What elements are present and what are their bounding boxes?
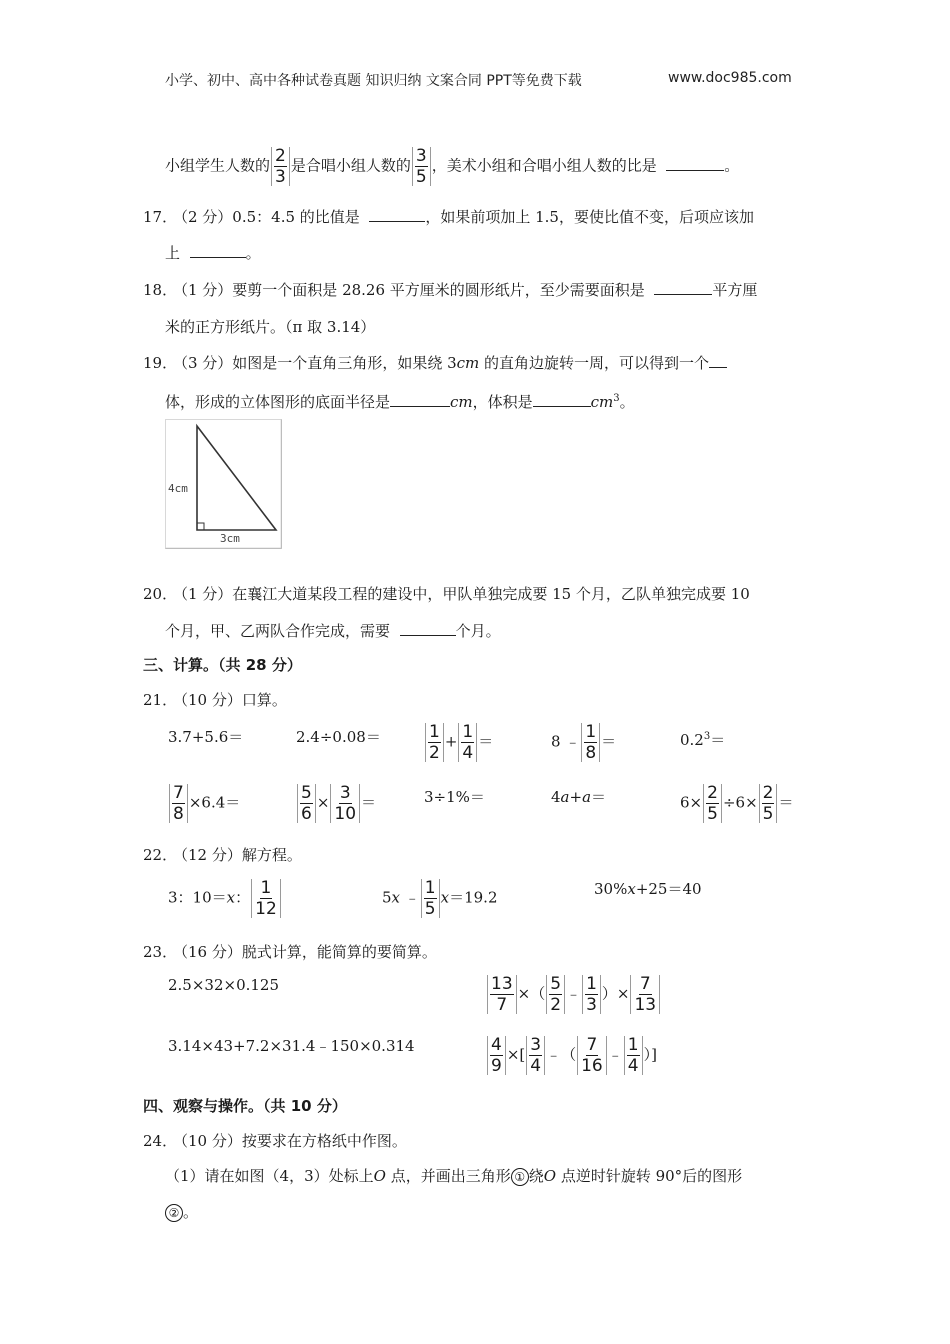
- q17-text-3: 上: [165, 244, 181, 262]
- unit: cm: [456, 354, 480, 372]
- section-4-heading: 四、观察与操作。（共 10 分）: [143, 1097, 347, 1115]
- q21-item-f: [168, 784, 240, 823]
- q24-text-3: 绕: [528, 1167, 544, 1185]
- q19-text-3: 体，形成的立体图形的底面半径是: [165, 393, 391, 411]
- denominator: 2: [429, 743, 440, 763]
- q22-title: （12 分）解方程。: [173, 846, 302, 864]
- circled-number: ②: [165, 1204, 183, 1222]
- term: +25＝40: [635, 880, 702, 898]
- denominator: 7: [496, 995, 508, 1015]
- q17-line-1: [173, 207, 754, 227]
- denominator: 13: [634, 995, 657, 1015]
- q21-item-e: [680, 727, 725, 750]
- q19-line-1: [173, 353, 727, 373]
- superscript: 3: [613, 393, 620, 404]
- fraction: [526, 1036, 545, 1075]
- q18-line-2: 米的正方形纸片。（π 取 3.14）: [165, 318, 376, 336]
- numerator: 3: [530, 1035, 542, 1055]
- q20-line-2: [165, 621, 501, 641]
- q18-text-2: 平方厘: [712, 281, 758, 299]
- numerator: 7: [639, 974, 651, 994]
- fraction: [624, 1036, 643, 1075]
- numerator: 1: [585, 722, 597, 742]
- q21-item-d: [551, 723, 616, 762]
- numerator: 2: [707, 783, 718, 803]
- denominator: 8: [173, 804, 184, 824]
- fraction: [251, 879, 281, 918]
- denominator: 5: [424, 899, 436, 919]
- numerator: 1: [627, 1035, 639, 1055]
- q19-text-4: ，体积是: [472, 393, 533, 411]
- q24-text-4: 点逆时针旋转 90°后的图形: [556, 1167, 743, 1185]
- fraction: [581, 723, 600, 762]
- q17-text-4: 。: [245, 244, 261, 262]
- denominator: 5: [707, 804, 718, 824]
- q23-title: （16 分）脱式计算，能简算的要简算。: [173, 943, 437, 961]
- equals: ＝: [778, 793, 794, 812]
- q24-text-5: 。: [183, 1203, 199, 1221]
- fraction: [582, 975, 601, 1014]
- unit: cm: [450, 393, 473, 411]
- fraction: [297, 784, 316, 823]
- point-label: O: [373, 1167, 386, 1185]
- denominator: 4: [627, 1056, 639, 1076]
- q16-fraction-1: [271, 147, 290, 186]
- fraction: [421, 879, 440, 918]
- answer-blank[interactable]: [369, 207, 425, 222]
- operator: ×: [316, 793, 330, 812]
- equals: ＝: [601, 732, 617, 751]
- numerator: 13: [491, 974, 513, 994]
- q18-text-1: （1 分）要剪一个面积是 28.26 平方厘米的圆形纸片，至少需要面积是: [173, 281, 645, 299]
- side-label-left: 4cm: [168, 482, 188, 495]
- point-label: O: [543, 1167, 557, 1185]
- q21-item-c: [424, 723, 493, 762]
- fraction: [759, 784, 778, 823]
- operator: ×（: [517, 984, 546, 1003]
- q20-text-2: 个月。: [455, 622, 501, 640]
- denominator: 12: [255, 899, 277, 919]
- q17-text-2: ，如果前项加上 1.5，要使比值不变，后项应该加: [425, 208, 754, 226]
- fraction: [577, 1036, 607, 1075]
- q16-line: [165, 147, 739, 186]
- q23-expression-d: [486, 1036, 657, 1075]
- term: 4: [551, 788, 561, 806]
- side-label-bottom: 3cm: [220, 532, 240, 545]
- q16-text-4: 。: [724, 156, 740, 175]
- q20-line-1: （1 分）在襄江大道某段工程的建设中，甲队单独完成要 15 个月，乙队单独完成要 10: [173, 585, 750, 603]
- fraction: [630, 975, 660, 1014]
- operator: ：: [235, 888, 251, 907]
- answer-blank[interactable]: [390, 392, 450, 407]
- variable: x: [440, 888, 450, 907]
- answer-blank[interactable]: [654, 280, 712, 295]
- q21-number: 21．: [143, 691, 178, 709]
- q23-expression-a: 2.5×32×0.125: [168, 976, 280, 994]
- operator: +: [444, 732, 458, 751]
- answer-blank[interactable]: [400, 621, 456, 636]
- operator: +: [569, 788, 583, 806]
- operator: ×[: [506, 1045, 526, 1064]
- denominator: 6: [301, 804, 312, 824]
- q23-number: 23．: [143, 943, 178, 961]
- term: 3：10＝: [168, 888, 227, 907]
- term: ＝19.2: [449, 888, 498, 907]
- section-3-heading: 三、计算。（共 28 分）: [143, 656, 302, 674]
- numerator: 1: [424, 878, 436, 898]
- numerator: 1: [429, 722, 440, 742]
- term: 6×: [680, 793, 703, 812]
- q24-text-1: （1）请在如图（4，3）处标上: [165, 1167, 374, 1185]
- operator: ﹣: [400, 888, 420, 907]
- fraction: [425, 723, 444, 762]
- q17-line-2: [165, 243, 261, 263]
- q16-text-1: 小组学生人数的: [165, 156, 271, 175]
- denominator: 9: [491, 1056, 502, 1076]
- q21-item-a: 3.7+5.6＝: [168, 728, 244, 746]
- q23-expression-c: 3.14×43+7.2×31.4﹣150×0.314: [168, 1037, 415, 1055]
- numerator: 5: [301, 783, 312, 803]
- q16-text-3: ，美术小组和合唱小组人数的比是: [431, 156, 657, 175]
- fraction: [703, 784, 722, 823]
- fraction: [487, 975, 517, 1014]
- header-right: www.doc985.com: [668, 70, 792, 86]
- variable: x: [627, 880, 636, 898]
- q24-line-2: [165, 1202, 198, 1222]
- fraction: [330, 784, 360, 823]
- variable: x: [391, 888, 401, 907]
- q19-text-2: 的直角边旋转一周，可以得到一个: [479, 354, 710, 372]
- circled-number: ①: [511, 1168, 529, 1186]
- operator: ）×: [601, 984, 630, 1003]
- numerator: 5: [550, 974, 562, 994]
- denominator: 4: [530, 1056, 542, 1076]
- q20-text-1: 个月，甲、乙两队合作完成，需要: [165, 622, 391, 640]
- q22-number: 22．: [143, 846, 178, 864]
- term: 5: [382, 888, 392, 907]
- q24-text-2: 点，并画出三角形: [385, 1167, 511, 1185]
- fraction: [458, 723, 477, 762]
- answer-blank[interactable]: [533, 392, 591, 407]
- q16-fraction-2: [412, 147, 431, 186]
- answer-blank[interactable]: [190, 243, 246, 258]
- superscript: 3: [703, 731, 711, 742]
- numerator: 4: [491, 1035, 502, 1055]
- denominator: 3: [275, 167, 286, 187]
- operator: ）]: [643, 1045, 657, 1064]
- equals: ＝: [591, 788, 607, 806]
- denominator: 2: [550, 995, 562, 1015]
- variable: a: [560, 788, 570, 806]
- q21-item-g: [296, 784, 376, 823]
- operator: ﹣（: [546, 1045, 577, 1064]
- variable: x: [226, 888, 236, 907]
- numerator: 2: [275, 146, 286, 166]
- numerator: 3: [415, 146, 427, 166]
- denominator: 3: [586, 995, 597, 1015]
- term: 30%: [594, 880, 628, 898]
- term: ÷6×: [722, 793, 758, 812]
- header-left: 小学、初中、高中各种试卷真题 知识归纳 文案合同 PPT等免费下载: [165, 73, 582, 89]
- equals: ＝: [478, 732, 494, 751]
- q22-equation-c: [594, 879, 702, 899]
- q19-text-5: 。: [619, 393, 635, 411]
- term: 8 ﹣: [551, 732, 581, 751]
- q21-item-b: 2.4÷0.08＝: [296, 728, 381, 746]
- equals: ＝: [710, 731, 726, 749]
- q22-equation-b: [382, 879, 498, 918]
- denominator: 5: [762, 804, 774, 824]
- denominator: 5: [415, 167, 427, 187]
- variable: a: [582, 788, 592, 806]
- fraction: [169, 784, 188, 823]
- equals: ＝: [361, 793, 377, 812]
- q19-number: 19．: [143, 354, 178, 372]
- numerator: 1: [260, 878, 272, 898]
- q24-title: （10 分）按要求在方格纸中作图。: [173, 1132, 407, 1150]
- numerator: 7: [586, 1035, 598, 1055]
- denominator: 10: [334, 804, 357, 824]
- denominator: 4: [462, 743, 474, 763]
- numerator: 2: [762, 783, 774, 803]
- operator: ﹣: [566, 984, 582, 1003]
- q17-text-1: （2 分）0.5：4.5 的比值是: [173, 208, 360, 226]
- numerator: 1: [462, 722, 474, 742]
- fraction: [546, 975, 565, 1014]
- q18-number: 18．: [143, 281, 178, 299]
- q19-text-1: （3 分）如图是一个直角三角形，如果绕 3: [173, 354, 457, 372]
- triangle-figure: [165, 419, 282, 549]
- fraction: [487, 1036, 506, 1075]
- q16-text-2: 是合唱小组人数的: [290, 156, 411, 175]
- term: 0.2: [680, 731, 704, 749]
- numerator: 7: [173, 783, 184, 803]
- q20-number: 20．: [143, 585, 178, 603]
- q17-number: 17．: [143, 208, 178, 226]
- q22-equation-a: [168, 879, 282, 918]
- unit: cm: [590, 393, 614, 411]
- answer-blank[interactable]: [709, 353, 727, 368]
- denominator: 16: [581, 1056, 603, 1076]
- q21-item-h: 3÷1%＝: [424, 788, 485, 806]
- q24-number: 24．: [143, 1132, 178, 1150]
- q19-line-2: [165, 389, 635, 412]
- q24-line-1: [165, 1166, 742, 1186]
- numerator: 3: [339, 783, 351, 803]
- operator: ﹣: [607, 1045, 623, 1064]
- term: ×6.4＝: [188, 793, 241, 812]
- q21-item-j: [680, 784, 793, 823]
- answer-blank[interactable]: [666, 156, 724, 171]
- q18-line-1: [173, 280, 757, 300]
- numerator: 1: [586, 974, 597, 994]
- denominator: 8: [585, 743, 597, 763]
- q21-title: （10 分）口算。: [173, 691, 287, 709]
- q21-item-i: [551, 787, 606, 807]
- q23-expression-b: [486, 975, 661, 1014]
